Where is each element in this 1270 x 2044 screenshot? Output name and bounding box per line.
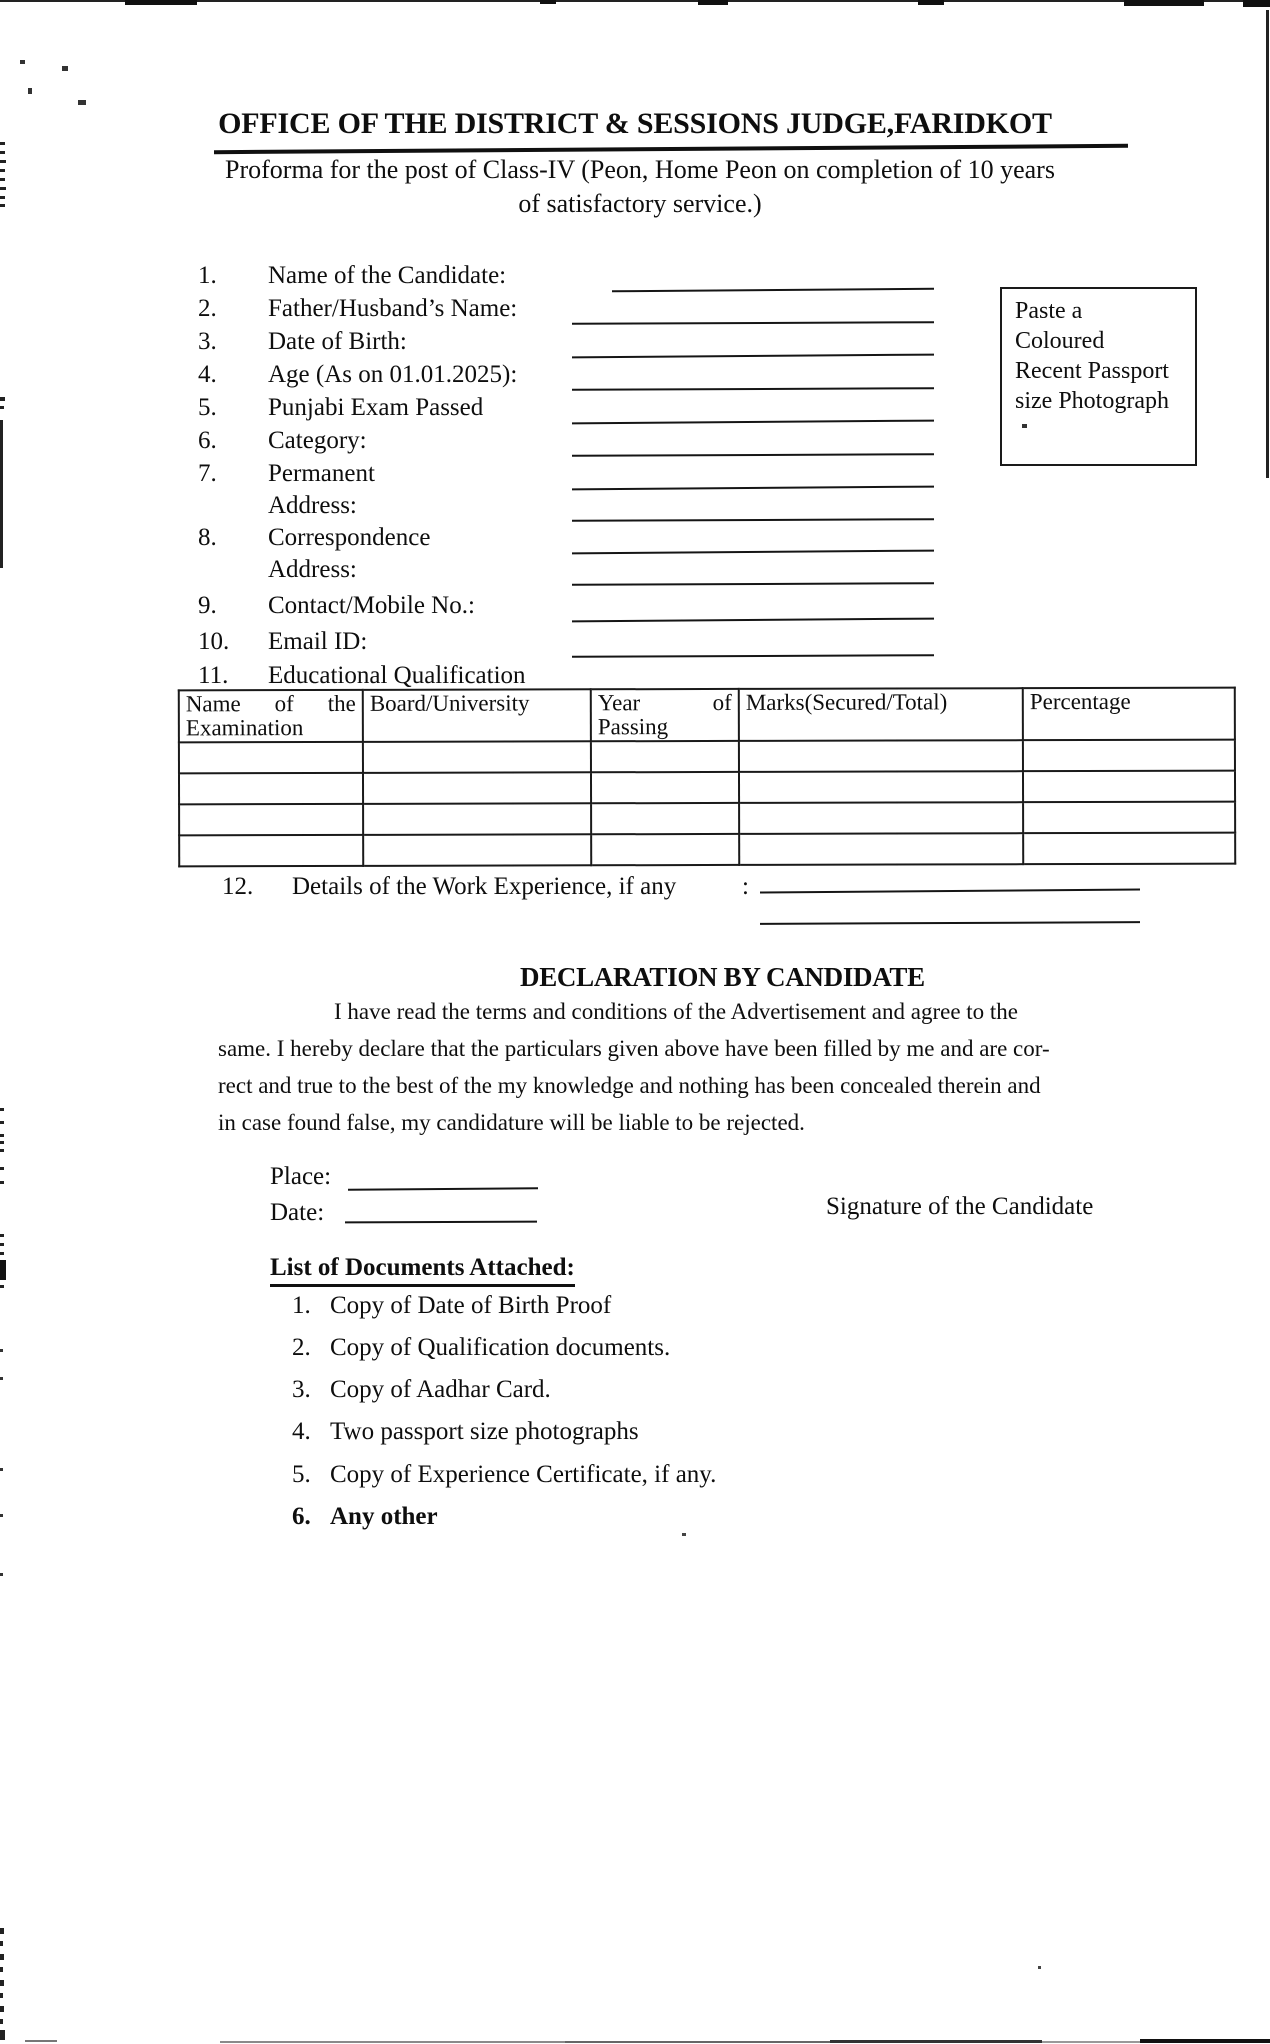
form-item-label-punjabi-exam: Punjabi Exam Passed [268,394,484,421]
fill-line [572,420,934,425]
education-table-empty-row [179,771,1235,805]
scan-artifact [0,1573,3,1576]
form-item-label-correspondence-address2: Address: [268,556,357,583]
title-underline [214,144,1128,154]
fill-line [572,321,934,325]
fill-line [572,486,934,491]
scan-artifact [0,160,6,163]
fill-line [348,1187,538,1190]
photo-box-text-line: Recent Passport [1015,358,1169,384]
fill-line [760,889,1140,894]
scan-artifact [1042,2041,1140,2043]
education-table-empty-cell [179,835,363,866]
form-item-number: 7. [198,460,217,487]
fill-line [572,582,934,586]
form-item-label-email: Email ID: [268,628,368,655]
document-item-dob-proof: Copy of Date of Birth Proof [330,1292,612,1319]
scan-artifact [0,142,5,145]
page-subtitle-line2: of satisfactory service.) [518,189,762,218]
scan-artifact [0,1260,6,1280]
education-table-empty-cell [363,803,591,835]
form-item-number: 6. [198,427,217,454]
page-title: OFFICE OF THE DISTRICT & SESSIONS JUDGE,FARIDKOT [218,107,1052,140]
fill-line [612,288,934,293]
form-item-label-correspondence-address: Correspondence [268,524,431,551]
scan-artifact [0,178,5,181]
scan-artifact [78,100,86,105]
form-item-number: 12. [222,873,254,900]
scan-artifact [0,187,6,190]
fill-line [572,518,934,522]
form-item-number: 1. [198,262,217,289]
education-table-empty-cell [363,741,591,773]
scan-artifact [0,1141,4,1144]
form-item-label-name: Name of the Candidate: [268,262,507,289]
work-experience-colon: : [742,873,749,900]
fill-line [760,921,1140,925]
scan-artifact [0,1468,3,1471]
form-item-label-dob: Date of Birth: [268,328,407,355]
education-table-empty-cell [1023,771,1235,803]
education-table-empty-cell [739,833,1023,865]
form-item-number: 9. [198,592,217,619]
document-item-experience-certificate: Copy of Experience Certificate, if any. [330,1461,717,1488]
scan-artifact [0,1377,3,1380]
education-table-empty-cell [179,742,363,773]
fill-line [572,453,934,457]
scan-artifact [0,1167,4,1170]
scan-artifact [0,1243,4,1246]
declaration-text-line: rect and true to the best of the my knowledge and nothing has been concealed therein and [218,1073,1041,1098]
scan-artifact [220,2041,565,2043]
education-table-empty-row [179,833,1235,867]
scan-artifact [682,1533,686,1536]
signature-label: Signature of the Candidate [826,1193,1094,1220]
document-item-any-other: Any other [330,1503,438,1530]
photo-box-text-line: size Photograph [1015,388,1169,414]
photo-box-text-line: Paste a [1015,298,1083,324]
form-item-label-father-husband: Father/Husband’s Name: [268,295,518,322]
date-label: Date: [270,1199,325,1226]
declaration-text-line: I have read the terms and conditions of the Advertisement and agree to the [334,999,1019,1024]
scan-artifact [0,1134,4,1137]
education-table [178,687,1236,868]
form-item-number: 4. [198,361,217,388]
scan-artifact [0,2006,4,2012]
scan-artifact [0,1941,3,1946]
place-label: Place: [270,1163,332,1190]
document-item-qualification: Copy of Qualification documents. [330,1334,671,1361]
fill-line [572,618,934,623]
scan-artifact [565,2041,830,2043]
form-item-label-contact: Contact/Mobile No.: [268,592,475,619]
scan-artifact [0,1149,4,1152]
education-table-empty-cell [179,804,363,835]
scan-artifact [0,1980,4,1986]
form-item-number: 10. [198,628,230,655]
document-item-number: 4. [292,1418,311,1445]
documents-heading: List of Documents Attached: [270,1254,575,1287]
education-table-empty-cell [591,803,739,834]
fill-line [572,550,934,555]
scan-artifact [0,1121,4,1124]
scan-artifact [0,1928,4,1934]
fill-line [572,387,934,391]
fill-line [572,354,934,359]
col-header-exam-name: Name of the Examination [179,690,363,742]
scan-artifact [0,397,5,401]
scan-artifact [1022,424,1027,428]
photo-box-text-line: Coloured [1015,328,1105,354]
scan-artifact [1266,10,1269,478]
education-table-empty-cell [363,834,591,866]
form-item-number: 2. [198,295,217,322]
scan-artifact [0,1252,4,1255]
declaration-text-line: same. I hereby declare that the particulars given above have been filled by me and are cor- [218,1036,1050,1061]
page-subtitle-line1: Proforma for the post of Class-IV (Peon, Home Peon on completion of 10 years [225,155,1055,184]
form-item-label-work-experience: Details of the Work Experience, if any [292,873,677,900]
education-table-empty-cell [363,772,591,804]
education-table-empty-cell [739,740,1023,772]
scan-artifact [1038,1966,1041,1969]
col-header-percentage: Percentage [1023,688,1235,741]
education-table-empty-cell [179,773,363,804]
document-item-number: 3. [292,1376,311,1403]
scan-artifact [0,1285,4,1288]
scan-artifact [0,1993,3,1998]
col-header-board-university: Board/University [363,689,591,742]
scan-artifact [0,1349,3,1352]
education-table-empty-cell [1023,802,1235,834]
form-item-label-age: Age (As on 01.01.2025): [268,361,518,388]
scan-artifact [1124,0,1204,6]
scan-artifact [540,0,556,4]
scan-artifact [0,169,5,172]
education-table-body [179,740,1235,867]
education-table-empty-cell [591,741,739,772]
education-table-empty-cell [1023,833,1235,865]
scan-artifact [0,1234,4,1237]
form-item-label-category: Category: [268,427,367,454]
scan-artifact [0,1514,3,1517]
form-item-label-education: Educational Qualification [268,662,526,689]
scan-artifact [918,0,944,5]
scan-artifact [62,66,68,71]
document-item-aadhar: Copy of Aadhar Card. [330,1376,551,1403]
col-header-marks: Marks(Secured/Total) [739,688,1023,741]
scan-artifact [20,60,25,64]
declaration-heading: DECLARATION BY CANDIDATE [520,962,925,992]
scan-artifact [0,1954,4,1960]
scan-artifact [0,1967,3,1972]
document-item-number: 2. [292,1334,311,1361]
form-item-number: 5. [198,394,217,421]
form-item-number: 11. [198,662,229,689]
education-table-empty-cell [591,834,739,865]
form-item-number: 3. [198,328,217,355]
education-table-empty-cell [1023,740,1235,772]
education-table-empty-row [179,740,1235,774]
form-item-label-permanent-address2: Address: [268,492,357,519]
scan-artifact [0,406,4,409]
declaration-text-line: in case found false, my candidature will be liable to be rejected. [218,1110,805,1135]
form-item-number: 8. [198,524,217,551]
education-table-empty-cell [739,771,1023,803]
scan-artifact [0,196,5,199]
scan-artifact [0,2019,3,2024]
photo-paste-box [1000,287,1197,466]
fill-line [572,654,934,658]
education-table-empty-cell [739,802,1023,834]
scan-artifact [0,204,5,207]
scan-artifact [1243,0,1270,7]
document-item-photographs: Two passport size photographs [330,1418,639,1445]
fill-line [345,1221,537,1224]
scan-artifact [830,2040,1042,2043]
scan-artifact [1140,2039,1270,2043]
education-table-empty-row [179,802,1235,836]
education-table-header-row [179,688,1235,743]
col-header-year-of-passing: Year of Passing [591,689,739,741]
scan-artifact [25,2040,57,2042]
scan-artifact [28,88,32,94]
scan-artifact [0,2030,5,2040]
document-item-number: 5. [292,1461,311,1488]
scan-artifact [0,420,3,568]
document-item-number: 1. [292,1292,311,1319]
scan-artifact [0,1108,4,1111]
education-table-empty-cell [591,772,739,803]
scan-artifact [0,1181,4,1184]
scan-artifact [698,0,728,5]
form-item-label-permanent-address: Permanent [268,460,375,487]
document-item-number: 6. [292,1503,311,1530]
scan-artifact [125,0,197,5]
scan-artifact [0,151,5,154]
